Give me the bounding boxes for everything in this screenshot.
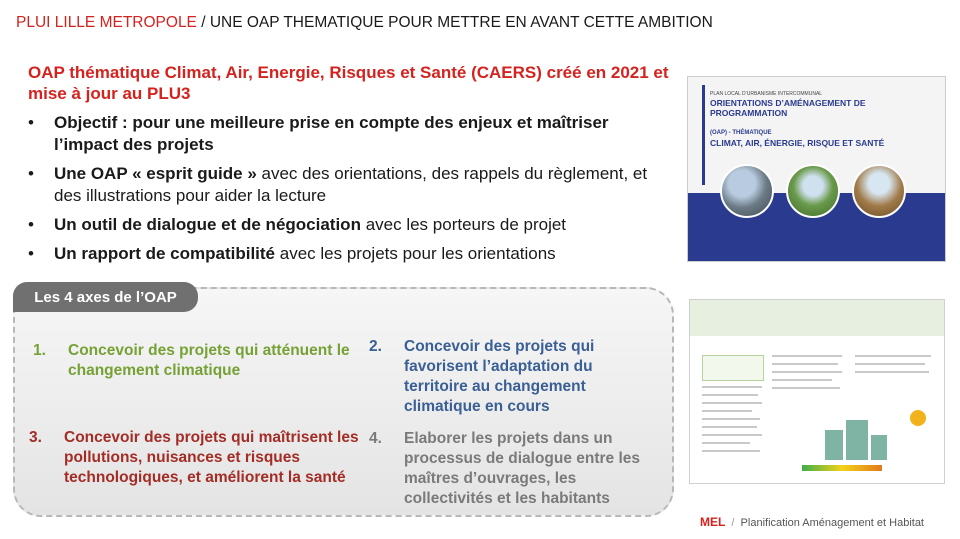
bullet-item <box>28 243 668 265</box>
title-part1: PLUI LILLE METROPOLE <box>16 14 197 31</box>
illustration-building <box>871 435 887 460</box>
page-text-line <box>702 386 762 388</box>
cover-photo-building <box>852 164 906 218</box>
axis-number: 2. <box>369 338 382 355</box>
page-text-line <box>702 410 752 412</box>
footer-text: Planification Aménagement et Habitat <box>740 517 924 529</box>
axis-number: 1. <box>33 342 46 359</box>
page-text-line <box>772 371 842 373</box>
page-text-line <box>855 355 931 357</box>
bullet-dot-icon: • <box>28 113 34 132</box>
illustration-building <box>846 420 868 460</box>
axis-1 <box>33 341 358 381</box>
bullet-bold: Un outil de dialogue et de négociation <box>54 215 361 234</box>
bullet-text: avec les projets pour les orientations <box>275 244 556 263</box>
page-text-line <box>702 402 762 404</box>
bullet-dot-icon: • <box>28 215 34 234</box>
axis-4 <box>369 429 644 509</box>
cover-photo-green-street <box>786 164 840 218</box>
axis-text: Concevoir des projets qui maîtrisent les pollutions, nuisances et risques technologiques, et améliorent la santé <box>64 429 359 486</box>
bullet-bold: Objectif : pour une meilleure prise en compte des enjeux et maîtriser l’impact des projets <box>54 113 609 154</box>
bullet-item <box>28 112 668 156</box>
page-text-line <box>855 363 925 365</box>
bullet-item <box>28 214 668 236</box>
page-header-band <box>690 300 944 336</box>
mel-logo: MEL <box>700 515 726 529</box>
page-text-line <box>702 426 757 428</box>
cover-small-title: PLAN LOCAL D’URBANISME INTERCOMMUNAL <box>710 91 823 97</box>
axes-tab-label: Les 4 axes de l’OAP <box>13 282 198 312</box>
page-text-line <box>855 371 929 373</box>
page-text-line <box>772 387 840 389</box>
bullet-list <box>28 112 668 272</box>
axis-text: Concevoir des projets qui atténuent le changement climatique <box>68 342 350 379</box>
bullet-bold: Un rapport de compatibilité <box>54 244 276 263</box>
document-cover-thumbnail <box>687 76 946 262</box>
illustration-building <box>825 430 843 460</box>
axis-2 <box>369 337 644 417</box>
bullet-bold: Une OAP « esprit guide » <box>54 164 257 183</box>
axis-3 <box>29 428 364 488</box>
cover-subtitle: (OAP) - THÉMATIQUE <box>710 130 772 136</box>
page-text-line <box>702 442 750 444</box>
bullet-item <box>28 163 668 207</box>
subtitle: OAP thématique Climat, Air, Energie, Risques et Santé (CAERS) créé en 2021 et mise à jour au PLU3 <box>28 63 669 103</box>
page-text-line <box>772 379 832 381</box>
sun-icon <box>910 410 926 426</box>
bullet-text: avec des orientations, des rappels du règlement, et des illustrations pour aider la lecture <box>54 164 648 205</box>
bullet-text: avec les porteurs de projet <box>360 215 567 234</box>
page-text-line <box>772 355 842 357</box>
temperature-gauge <box>802 465 882 471</box>
cover-theme: CLIMAT, AIR, ÉNERGIE, RISQUE ET SANTÉ <box>710 138 885 148</box>
axis-text: Elaborer les projets dans un processus de dialogue entre les maîtres d’ouvrages, les collectivités et les habitants <box>404 430 641 507</box>
cover-main-title: ORIENTATIONS D’AMÉNAGEMENT DE PROGRAMMATION <box>710 98 866 118</box>
bullet-dot-icon: • <box>28 164 34 183</box>
page-text-line <box>702 418 760 420</box>
cover-accent-bar <box>702 85 705 185</box>
document-page-thumbnail <box>689 299 945 484</box>
bullet-dot-icon: • <box>28 244 34 263</box>
page-green-box <box>702 355 764 381</box>
axis-number: 4. <box>369 430 382 447</box>
page-text-line <box>702 394 758 396</box>
cover-photo-solar-parking <box>720 164 774 218</box>
axis-number: 3. <box>29 429 42 446</box>
footer <box>700 515 924 529</box>
title-separator: / <box>196 14 210 31</box>
page-text-line <box>772 363 838 365</box>
axis-text: Concevoir des projets qui favorisent l’adaptation du territoire au changement climatique en cours <box>404 338 595 415</box>
page-text-line <box>702 434 762 436</box>
footer-separator: / <box>731 517 735 529</box>
page-text-line <box>702 450 760 452</box>
title-part2: UNE OAP THEMATIQUE POUR METTRE EN AVANT CETTE AMBITION <box>209 14 713 31</box>
slide-title <box>16 14 713 32</box>
